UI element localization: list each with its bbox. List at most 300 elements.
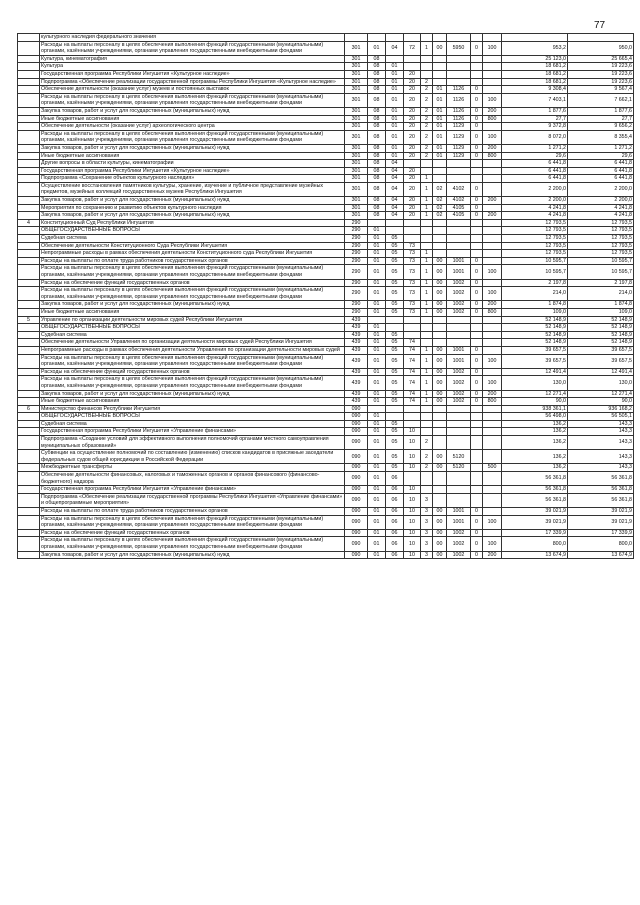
program-code-cell: 74 [404,376,421,390]
program-code-cell: 10 [404,450,421,464]
ministry-code-cell: 439 [345,316,368,324]
subprogram-code-cell: 1 [421,197,433,205]
item-name-cell: Расходы на выплаты персоналу в целях обеспечения выполнения функций государственными (муниципальными) органами, казёнными учреждениями, органами управления государственными внебюджетными фондами [40,130,345,144]
amount-year1-cell: 29,6 [502,152,568,160]
item-name-cell: ОБЩЕГОСУДАРСТВЕННЫЕ ВОПРОСЫ [40,413,345,421]
table-row [18,107,634,115]
subprogram-code-cell [421,227,433,235]
item-name-cell: Закупка товаров, работ и услуг для государственных (муниципальных) нужд [40,144,345,152]
subprogram-code-cell [421,160,433,168]
ministry-code-cell: 090 [345,551,368,559]
direction-code-cell [447,235,471,243]
row-number-cell [18,235,40,243]
subprogram-code-cell: 2 [421,152,433,160]
subsection-code-cell: 05 [386,428,404,436]
item-name-cell: Закупка товаров, работ и услуг для государственных (муниципальных) нужд [40,390,345,398]
amount-year2-cell: 13 674,9 [568,551,634,559]
direction-code-cell: 1129 [447,152,471,160]
section-code-cell: 01 [368,537,386,551]
activity-code-cell [433,219,447,227]
amount-year1-cell: 12 793,5 [502,227,568,235]
activity-code-cell [433,331,447,339]
expense-type-cell [483,316,502,324]
ministry-code-cell: 439 [345,331,368,339]
table-row [18,486,634,494]
expense-type-cell: 100 [483,265,502,279]
subsection-code-cell: 04 [386,212,404,220]
amount-year1-cell: 953,2 [502,41,568,55]
row-number-cell [18,212,40,220]
ministry-code-cell: 301 [345,78,368,86]
direction-code-cell: 1002 [447,287,471,301]
activity-code-cell [433,472,447,486]
activity-code-cell: 00 [433,398,447,406]
row-number-cell [18,144,40,152]
subprogram-code-cell: 2 [421,93,433,107]
activity-code-cell [433,242,447,250]
direction-code-cell: 1129 [447,144,471,152]
section-code-cell: 08 [368,70,386,78]
amount-year2-cell: 950,0 [568,41,634,55]
section-code-cell: 08 [368,86,386,94]
section-code-cell: 08 [368,160,386,168]
amount-year2-cell: 25 665,4 [568,55,634,63]
subsection-code-cell: 05 [386,436,404,450]
row-number-cell [18,182,40,196]
subsection-code-cell: 04 [386,197,404,205]
amount-year2-cell: 6 441,8 [568,175,634,183]
direction-code-cell [447,436,471,450]
row-number-cell [18,167,40,175]
row-number-cell [18,130,40,144]
item-name-cell: Расходы на обеспечение функций государственных органов [40,529,345,537]
subsection-code-cell: 05 [386,265,404,279]
section-code-cell: 01 [368,493,386,507]
ministry-code-cell: 090 [345,436,368,450]
direction-code-cell [447,78,471,86]
program-code-cell: 74 [404,398,421,406]
ministry-code-cell: 301 [345,160,368,168]
amount-year1-cell: 18 681,2 [502,78,568,86]
direction-suffix-cell: 0 [471,354,483,368]
row-number-cell [18,160,40,168]
program-code-cell: 10 [404,537,421,551]
activity-code-cell: 01 [433,144,447,152]
direction-suffix-cell [471,63,483,71]
expense-type-cell [483,250,502,258]
subprogram-code-cell: 2 [421,464,433,472]
subprogram-code-cell: 3 [421,529,433,537]
ministry-code-cell: 301 [345,204,368,212]
table-row [18,508,634,516]
item-name-cell: Расходы на выплаты персоналу в целях обеспечения выполнения функций государственными (муниципальными) органами, казёнными учреждениями, органами управления государственными внебюджетными фондами [40,93,345,107]
activity-code-cell: 01 [433,93,447,107]
table-row [18,405,634,413]
activity-code-cell [433,486,447,494]
item-name-cell: Закупка товаров, работ и услуг для государственных (муниципальных) нужд [40,212,345,220]
subprogram-code-cell: 3 [421,551,433,559]
item-name-cell: Государственная программа Республики Ингушетия «Управление финансами» [40,428,345,436]
table-row [18,368,634,376]
amount-year2-cell: 39 021,9 [568,508,634,516]
expense-type-cell [483,324,502,332]
amount-year1-cell: 2 200,0 [502,182,568,196]
activity-code-cell: 01 [433,115,447,123]
section-code-cell: 08 [368,63,386,71]
program-code-cell: 10 [404,436,421,450]
section-code-cell: 08 [368,115,386,123]
subsection-code-cell: 01 [386,130,404,144]
section-code-cell: 08 [368,78,386,86]
ministry-code-cell: 439 [345,390,368,398]
subprogram-code-cell: 1 [421,204,433,212]
direction-suffix-cell [471,235,483,243]
item-name-cell: культурного наследия федерального значения [40,34,345,42]
expense-type-cell [483,529,502,537]
item-name-cell: Обеспечение деятельности финансовых, налоговых и таможенных органов и органов финансового (финансово-бюджетного) надзора [40,472,345,486]
amount-year1-cell: 52 148,9 [502,331,568,339]
row-number-cell [18,250,40,258]
ministry-code-cell: 301 [345,41,368,55]
item-name-cell: Иные бюджетные ассигнования [40,308,345,316]
ministry-code-cell: 301 [345,107,368,115]
activity-code-cell [433,428,447,436]
direction-code-cell: 1126 [447,93,471,107]
direction-code-cell: 1001 [447,346,471,354]
ministry-code-cell: 090 [345,413,368,421]
activity-code-cell: 00 [433,265,447,279]
direction-suffix-cell [471,405,483,413]
section-code-cell: 08 [368,204,386,212]
row-number-cell [18,86,40,94]
direction-code-cell: 1129 [447,123,471,131]
direction-suffix-cell: 0 [471,257,483,265]
section-code-cell: 08 [368,130,386,144]
direction-code-cell: 4102 [447,197,471,205]
item-name-cell: Другие вопросы в области культуры, кинематографии [40,160,345,168]
direction-suffix-cell [471,70,483,78]
table-row [18,515,634,529]
program-code-cell: 73 [404,308,421,316]
program-code-cell [404,420,421,428]
table-row [18,93,634,107]
section-code-cell: 01 [368,301,386,309]
amount-year1-cell: 27,7 [502,115,568,123]
program-code-cell: 73 [404,287,421,301]
activity-code-cell: 00 [433,529,447,537]
expense-type-cell [483,346,502,354]
table-row [18,301,634,309]
direction-code-cell [447,405,471,413]
activity-code-cell: 01 [433,123,447,131]
ministry-code-cell: 090 [345,420,368,428]
expense-type-cell [483,279,502,287]
direction-code-cell: 4105 [447,204,471,212]
subsection-code-cell: 05 [386,390,404,398]
activity-code-cell: 00 [433,450,447,464]
ministry-code-cell: 290 [345,308,368,316]
program-code-cell [404,324,421,332]
activity-code-cell [433,413,447,421]
amount-year2-cell: 39 657,5 [568,354,634,368]
subprogram-code-cell: 1 [421,212,433,220]
direction-suffix-cell [471,436,483,450]
expense-type-cell: 100 [483,376,502,390]
subprogram-code-cell: 1 [421,308,433,316]
subprogram-code-cell: 2 [421,107,433,115]
amount-year1-cell: 12 271,4 [502,390,568,398]
subsection-code-cell: 06 [386,515,404,529]
row-number-cell [18,204,40,212]
subprogram-code-cell: 2 [421,115,433,123]
activity-code-cell: 00 [433,346,447,354]
section-code-cell: 08 [368,93,386,107]
direction-suffix-cell: 0 [471,144,483,152]
section-code-cell: 01 [368,354,386,368]
amount-year2-cell: 10 595,7 [568,265,634,279]
section-code-cell: 01 [368,420,386,428]
subsection-code-cell: 05 [386,398,404,406]
expense-type-cell [483,450,502,464]
ministry-code-cell: 301 [345,144,368,152]
subprogram-code-cell [421,324,433,332]
section-code-cell: 01 [368,472,386,486]
direction-suffix-cell: 0 [471,107,483,115]
table-row [18,376,634,390]
direction-code-cell [447,227,471,235]
item-name-cell: Расходы на выплаты по оплате труда работников государственных органов [40,257,345,265]
direction-suffix-cell [471,428,483,436]
amount-year1-cell: 56 361,8 [502,472,568,486]
item-name-cell: Расходы на обеспечение функций государственных органов [40,368,345,376]
row-number-cell [18,107,40,115]
item-name-cell: Расходы на выплаты персоналу в целях обеспечения выполнения функций государственными (муниципальными) органами, казёнными учреждениями, органами управления государственными внебюджетными фондами [40,41,345,55]
row-number-cell [18,436,40,450]
subprogram-code-cell: 2 [421,86,433,94]
amount-year1-cell: 12 793,5 [502,250,568,258]
subsection-code-cell: 01 [386,144,404,152]
direction-code-cell: 1002 [447,398,471,406]
direction-code-cell: 1002 [447,376,471,390]
amount-year2-cell: 27,7 [568,115,634,123]
table-row [18,537,634,551]
direction-suffix-cell: 0 [471,398,483,406]
subsection-code-cell [386,34,404,42]
program-code-cell: 20 [404,152,421,160]
amount-year1-cell: 39 657,5 [502,354,568,368]
activity-code-cell: 00 [433,551,447,559]
section-code-cell [368,316,386,324]
amount-year1-cell: 9 372,8 [502,123,568,131]
subsection-code-cell: 05 [386,450,404,464]
ministry-code-cell: 301 [345,115,368,123]
subsection-code-cell: 05 [386,420,404,428]
table-row [18,287,634,301]
section-code-cell: 01 [368,250,386,258]
amount-year1-cell: 17 339,9 [502,529,568,537]
amount-year2-cell: 52 148,9 [568,316,634,324]
amount-year1-cell: 52 148,9 [502,316,568,324]
amount-year2-cell: 143,3 [568,450,634,464]
subsection-code-cell: 06 [386,529,404,537]
ministry-code-cell: 439 [345,398,368,406]
expense-type-cell [483,368,502,376]
amount-year2-cell: 19 223,6 [568,70,634,78]
amount-year1-cell: 52 148,9 [502,324,568,332]
subsection-code-cell: 04 [386,160,404,168]
subprogram-code-cell: 3 [421,537,433,551]
amount-year2-cell: 2 200,0 [568,197,634,205]
expense-type-cell: 100 [483,130,502,144]
program-code-cell: 74 [404,390,421,398]
table-row [18,78,634,86]
section-code-cell: 01 [368,398,386,406]
ministry-code-cell: 090 [345,428,368,436]
direction-suffix-cell [471,464,483,472]
activity-code-cell [433,167,447,175]
direction-code-cell [447,339,471,347]
amount-year1-cell: 8 072,0 [502,130,568,144]
subsection-code-cell: 05 [386,308,404,316]
expense-type-cell [483,428,502,436]
row-number-cell [18,175,40,183]
budget-table [17,33,634,559]
direction-suffix-cell [471,420,483,428]
expense-type-cell: 800 [483,308,502,316]
section-code-cell: 01 [368,428,386,436]
ministry-code-cell: 290 [345,227,368,235]
ministry-code-cell [345,34,368,42]
ministry-code-cell: 090 [345,537,368,551]
row-number-cell [18,551,40,559]
expense-type-cell [483,235,502,243]
direction-code-cell [447,420,471,428]
ministry-code-cell: 290 [345,279,368,287]
direction-code-cell [447,331,471,339]
subprogram-code-cell [421,63,433,71]
amount-year2-cell: 39 657,5 [568,346,634,354]
program-code-cell: 10 [404,486,421,494]
amount-year1-cell: 1 271,2 [502,144,568,152]
amount-year1-cell [502,34,568,42]
table-row [18,436,634,450]
amount-year1-cell: 4 241,8 [502,212,568,220]
amount-year2-cell: 143,3 [568,464,634,472]
table-row [18,390,634,398]
table-row [18,63,634,71]
ministry-code-cell: 301 [345,123,368,131]
subprogram-code-cell [421,219,433,227]
activity-code-cell: 02 [433,197,447,205]
ministry-code-cell: 090 [345,405,368,413]
table-row [18,86,634,94]
direction-suffix-cell: 0 [471,115,483,123]
table-row [18,152,634,160]
subsection-code-cell: 05 [386,346,404,354]
direction-suffix-cell [471,219,483,227]
section-code-cell: 01 [368,368,386,376]
row-number-cell [18,390,40,398]
activity-code-cell: 02 [433,182,447,196]
amount-year1-cell: 52 148,9 [502,339,568,347]
row-number-cell [18,537,40,551]
program-code-cell: 10 [404,529,421,537]
program-code-cell: 10 [404,428,421,436]
amount-year2-cell: 52 148,9 [568,339,634,347]
subprogram-code-cell [421,413,433,421]
program-code-cell: 73 [404,257,421,265]
direction-suffix-cell: 0 [471,123,483,131]
expense-type-cell: 100 [483,537,502,551]
subsection-code-cell: 06 [386,551,404,559]
row-number-cell [18,197,40,205]
section-code-cell: 01 [368,227,386,235]
expense-type-cell: 200 [483,390,502,398]
expense-type-cell [483,70,502,78]
item-name-cell: Судебная система [40,331,345,339]
section-code-cell: 01 [368,339,386,347]
direction-code-cell [447,472,471,486]
table-row [18,227,634,235]
amount-year2-cell: 19 223,6 [568,78,634,86]
subprogram-code-cell: 3 [421,493,433,507]
amount-year2-cell: 109,0 [568,308,634,316]
section-code-cell [368,405,386,413]
amount-year1-cell: 13 674,9 [502,551,568,559]
row-number-cell [18,508,40,516]
table-row [18,450,634,464]
row-number-cell: 5 [18,316,40,324]
expense-type-cell: 200 [483,212,502,220]
subprogram-code-cell: 3 [421,515,433,529]
row-number-cell [18,78,40,86]
ministry-code-cell: 290 [345,250,368,258]
direction-suffix-cell [471,55,483,63]
program-code-cell [404,63,421,71]
subsection-code-cell [386,55,404,63]
row-number-cell [18,493,40,507]
section-code-cell: 01 [368,551,386,559]
row-number-cell: 4 [18,219,40,227]
expense-type-cell: 100 [483,41,502,55]
direction-code-cell: 1129 [447,130,471,144]
activity-code-cell [433,70,447,78]
ministry-code-cell: 301 [345,130,368,144]
amount-year1-cell: 10 595,7 [502,257,568,265]
subprogram-code-cell [421,70,433,78]
program-code-cell: 73 [404,301,421,309]
expense-type-cell: 800 [483,115,502,123]
direction-code-cell [447,70,471,78]
amount-year2-cell: 56 361,8 [568,486,634,494]
program-code-cell: 20 [404,86,421,94]
subprogram-code-cell [421,405,433,413]
subprogram-code-cell: 2 [421,123,433,131]
row-number-cell [18,287,40,301]
ministry-code-cell: 290 [345,257,368,265]
amount-year1-cell: 136,2 [502,450,568,464]
direction-code-cell: 1001 [447,515,471,529]
activity-code-cell: 01 [433,86,447,94]
table-row [18,413,634,421]
expense-type-cell [483,486,502,494]
activity-code-cell: 02 [433,204,447,212]
amount-year1-cell: 800,0 [502,537,568,551]
direction-code-cell [447,167,471,175]
direction-suffix-cell: 0 [471,301,483,309]
amount-year2-cell: 10 595,7 [568,257,634,265]
table-row [18,212,634,220]
